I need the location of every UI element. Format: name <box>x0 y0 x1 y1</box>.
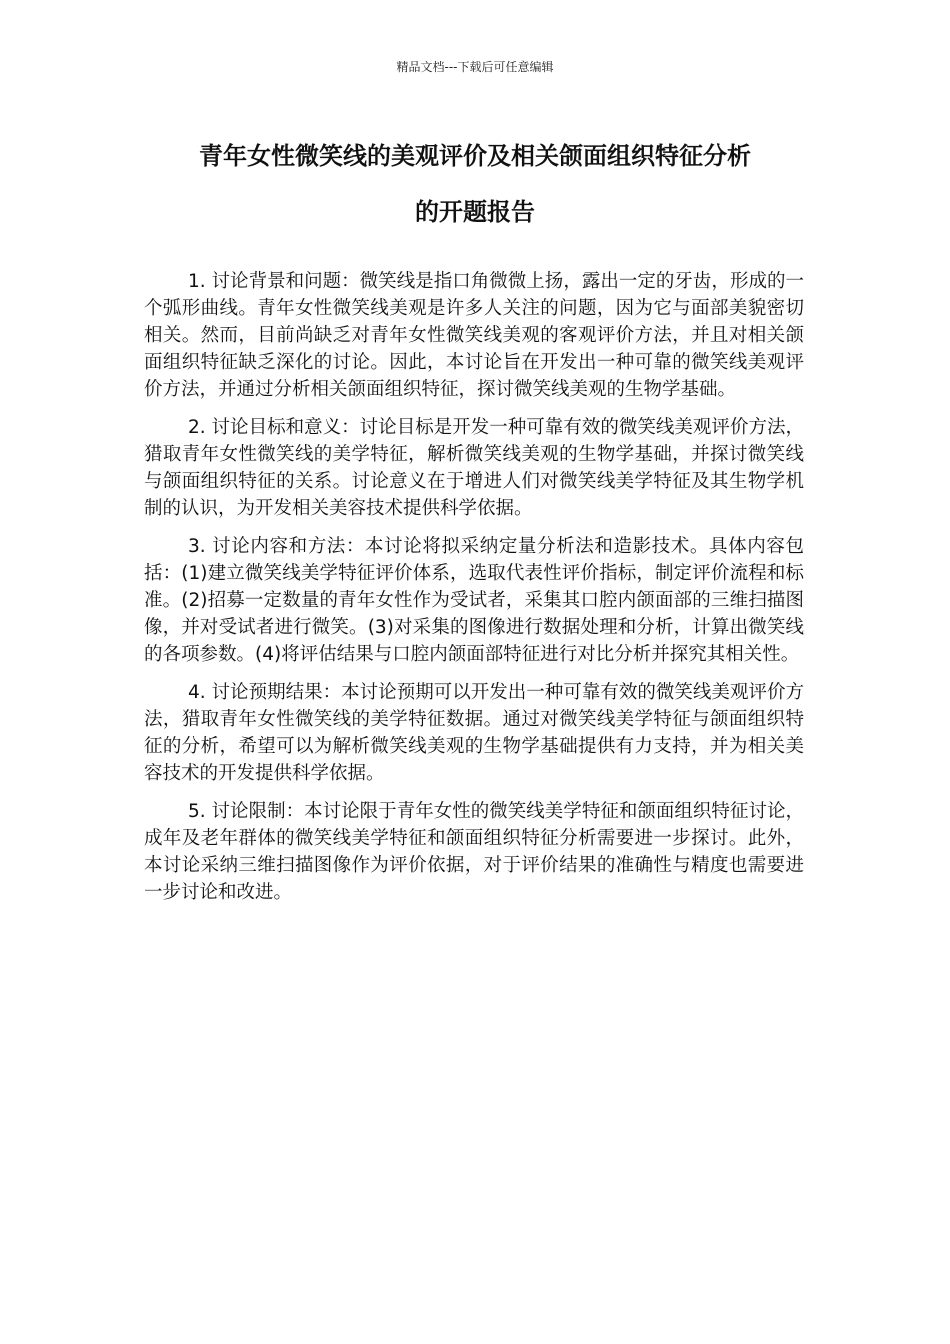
page-header-note: 精品文档---下载后可任意编辑 <box>396 60 554 74</box>
title-line-2: 的开题报告 <box>415 198 535 226</box>
paragraph-expected-results: 4. 讨论预期结果：本讨论预期可以开发出一种可靠有效的微笑线美观评价方法，猎取青年女性微笑线的美学特征数据。通过对微笑线美学特征与颌面组织特征的分析，希望可以为解析微笑线美观的生物学基础提供有力支持，并为相关美容技术的开发提供科学依据。 <box>144 682 804 784</box>
document-body <box>144 268 804 917</box>
paragraph-objectives: 2. 讨论目标和意义：讨论目标是开发一种可靠有效的微笑线美观评价方法，猎取青年女性微笑线的美学特征，解析微笑线美观的生物学基础，并探讨微笑线与颌面组织特征的关系。讨论意义在于增进人们对微笑线美学特征及其生物学机制的认识，为开发相关美容技术提供科学依据。 <box>144 417 804 519</box>
title-line-1: 青年女性微笑线的美观评价及相关颌面组织特征分析 <box>199 142 751 170</box>
paragraph-methods: 3. 讨论内容和方法：本讨论将拟采纳定量分析法和造影技术。具体内容包括：(1)建立微笑线美学特征评价体系，选取代表性评价指标，制定评价流程和标准。(2)招募一定数量的青年女性作为受试者，采集其口腔内颌面部的三维扫描图像，并对受试者进行微笑。(3)对采集的图像进行数据处理和分析，计算出微笑线的各项参数。(4)将评估结果与口腔内颌面部特征进行对比分析并探究其相关性。 <box>144 536 804 665</box>
paragraph-background: 1. 讨论背景和问题：微笑线是指口角微微上扬，露出一定的牙齿，形成的一个弧形曲线。青年女性微笑线美观是许多人关注的问题，因为它与面部美貌密切相关。然而，目前尚缺乏对青年女性微笑线美观的客观评价方法，并且对相关颌面组织特征缺乏深化的讨论。因此，本讨论旨在开发出一种可靠的微笑线美观评价方法，并通过分析相关颌面组织特征，探讨微笑线美观的生物学基础。 <box>144 271 804 400</box>
paragraph-limitations: 5. 讨论限制：本讨论限于青年女性的微笑线美学特征和颌面组织特征讨论，成年及老年群体的微笑线美学特征和颌面组织特征分析需要进一步探讨。此外，本讨论采纳三维扫描图像作为评价依据，对于评价结果的准确性与精度也需要进一步讨论和改进。 <box>144 801 804 903</box>
document-title <box>120 128 830 240</box>
